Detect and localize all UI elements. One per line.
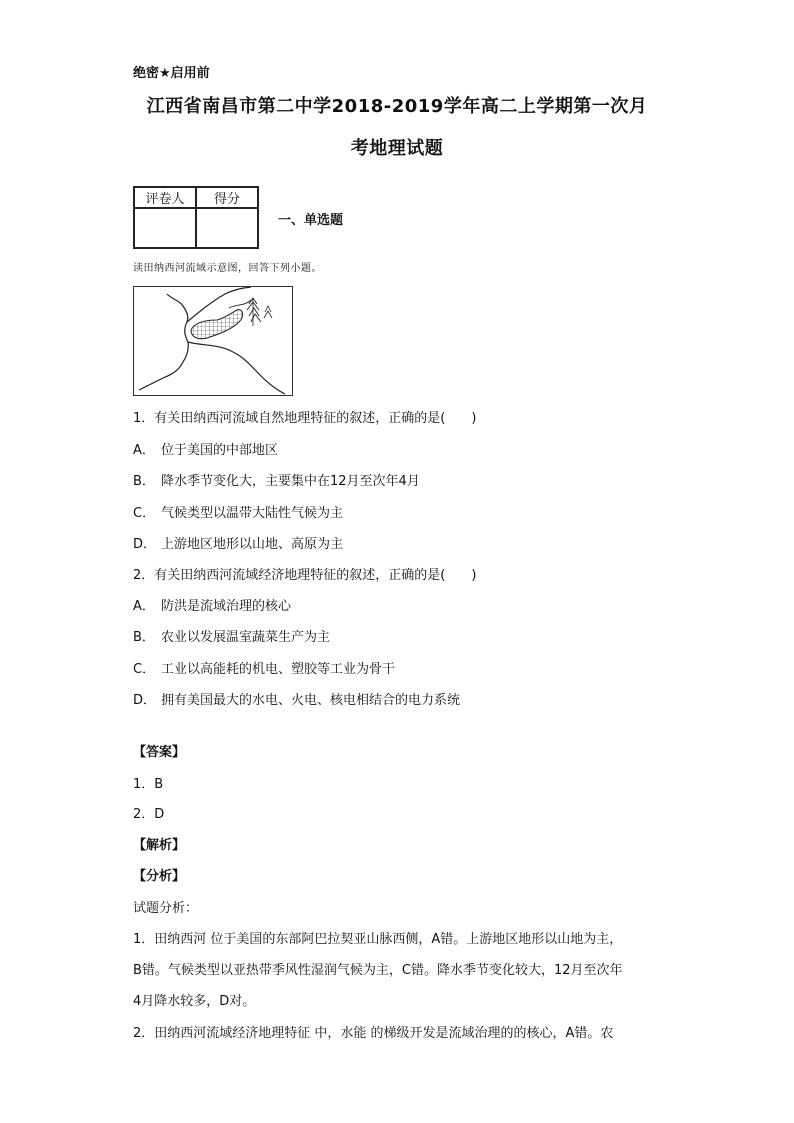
analysis-line: 2．田纳西河流域经济地理特征 中，水能 的梯级开发是流域治理的的核心，A错。农 bbox=[133, 1026, 614, 1041]
option-text: 上游地区地形以山地、高原为主 bbox=[161, 537, 344, 552]
option-text: 防洪是流域治理的核心 bbox=[161, 599, 292, 614]
confidential-label: 绝密★启用前 bbox=[133, 66, 210, 81]
question-2-option-b bbox=[133, 630, 330, 646]
analysis-line: 1．田纳西河 位于美国的东部阿巴拉契亚山脉西侧，A错。上游地区地形以山地为主， bbox=[133, 932, 623, 947]
grader-cell bbox=[134, 208, 196, 248]
question-2-option-a bbox=[133, 599, 291, 615]
answer-item-2: 2．D bbox=[133, 807, 165, 822]
option-text: 拥有美国最大的水电、火电、核电相结合的电力系统 bbox=[161, 693, 461, 708]
answer-item-1: 1．B bbox=[133, 777, 164, 792]
intro-text: 读田纳西河流域示意图，回答下列小题。 bbox=[133, 263, 322, 274]
question-1-option-b bbox=[133, 474, 420, 490]
grader-header: 评卷人 bbox=[134, 187, 196, 208]
tennessee-river-basin-map bbox=[133, 286, 293, 396]
option-letter: D． bbox=[133, 537, 157, 552]
analysis-heading: 【解析】 bbox=[133, 838, 186, 853]
answer-heading: 【答案】 bbox=[133, 745, 186, 760]
option-text: 工业以高能耗的机电、塑胶等工业为骨干 bbox=[161, 662, 396, 677]
question-2-option-c bbox=[133, 662, 395, 678]
option-letter: D． bbox=[133, 693, 157, 708]
page-title-line-2: 考地理试题 bbox=[350, 138, 444, 159]
option-text: 农业以发展温室蔬菜生产为主 bbox=[161, 630, 331, 645]
question-1-option-c bbox=[133, 506, 343, 522]
question-1-stem: 1．有关田纳西河流域自然地理特征的叙述，正确的是( ) bbox=[133, 411, 477, 426]
option-text: 位于美国的中部地区 bbox=[161, 443, 279, 458]
option-letter: A． bbox=[133, 599, 155, 614]
option-letter: C． bbox=[133, 506, 156, 521]
option-letter: B． bbox=[133, 474, 155, 489]
score-table bbox=[133, 186, 259, 249]
section-title: 一、单选题 bbox=[278, 213, 344, 228]
page-title-line-1: 江西省南昌市第二中学2018-2019学年高二上学期第一次月 bbox=[146, 96, 648, 117]
option-text: 气候类型以温带大陆性气候为主 bbox=[161, 506, 344, 521]
question-2-option-d bbox=[133, 693, 460, 709]
question-1-option-a bbox=[133, 443, 278, 459]
analysis-intro: 试题分析： bbox=[133, 901, 199, 916]
option-letter: A． bbox=[133, 443, 155, 458]
score-header: 得分 bbox=[196, 187, 258, 208]
analysis-line: B错。气候类型以亚热带季风性湿润气候为主，C错。降水季节变化较大，12月至次年 bbox=[133, 963, 623, 978]
option-letter: C． bbox=[133, 662, 156, 677]
question-2-stem: 2．有关田纳西河流域经济地理特征的叙述，正确的是( ) bbox=[133, 568, 477, 583]
score-cell bbox=[196, 208, 258, 248]
question-1-option-d bbox=[133, 537, 343, 553]
option-text: 降水季节变化大，主要集中在12月至次年4月 bbox=[161, 474, 420, 489]
analysis-line: 4月降水较多，D对。 bbox=[133, 994, 256, 1009]
option-letter: B． bbox=[133, 630, 155, 645]
analysis-sub-heading: 【分析】 bbox=[133, 869, 186, 884]
